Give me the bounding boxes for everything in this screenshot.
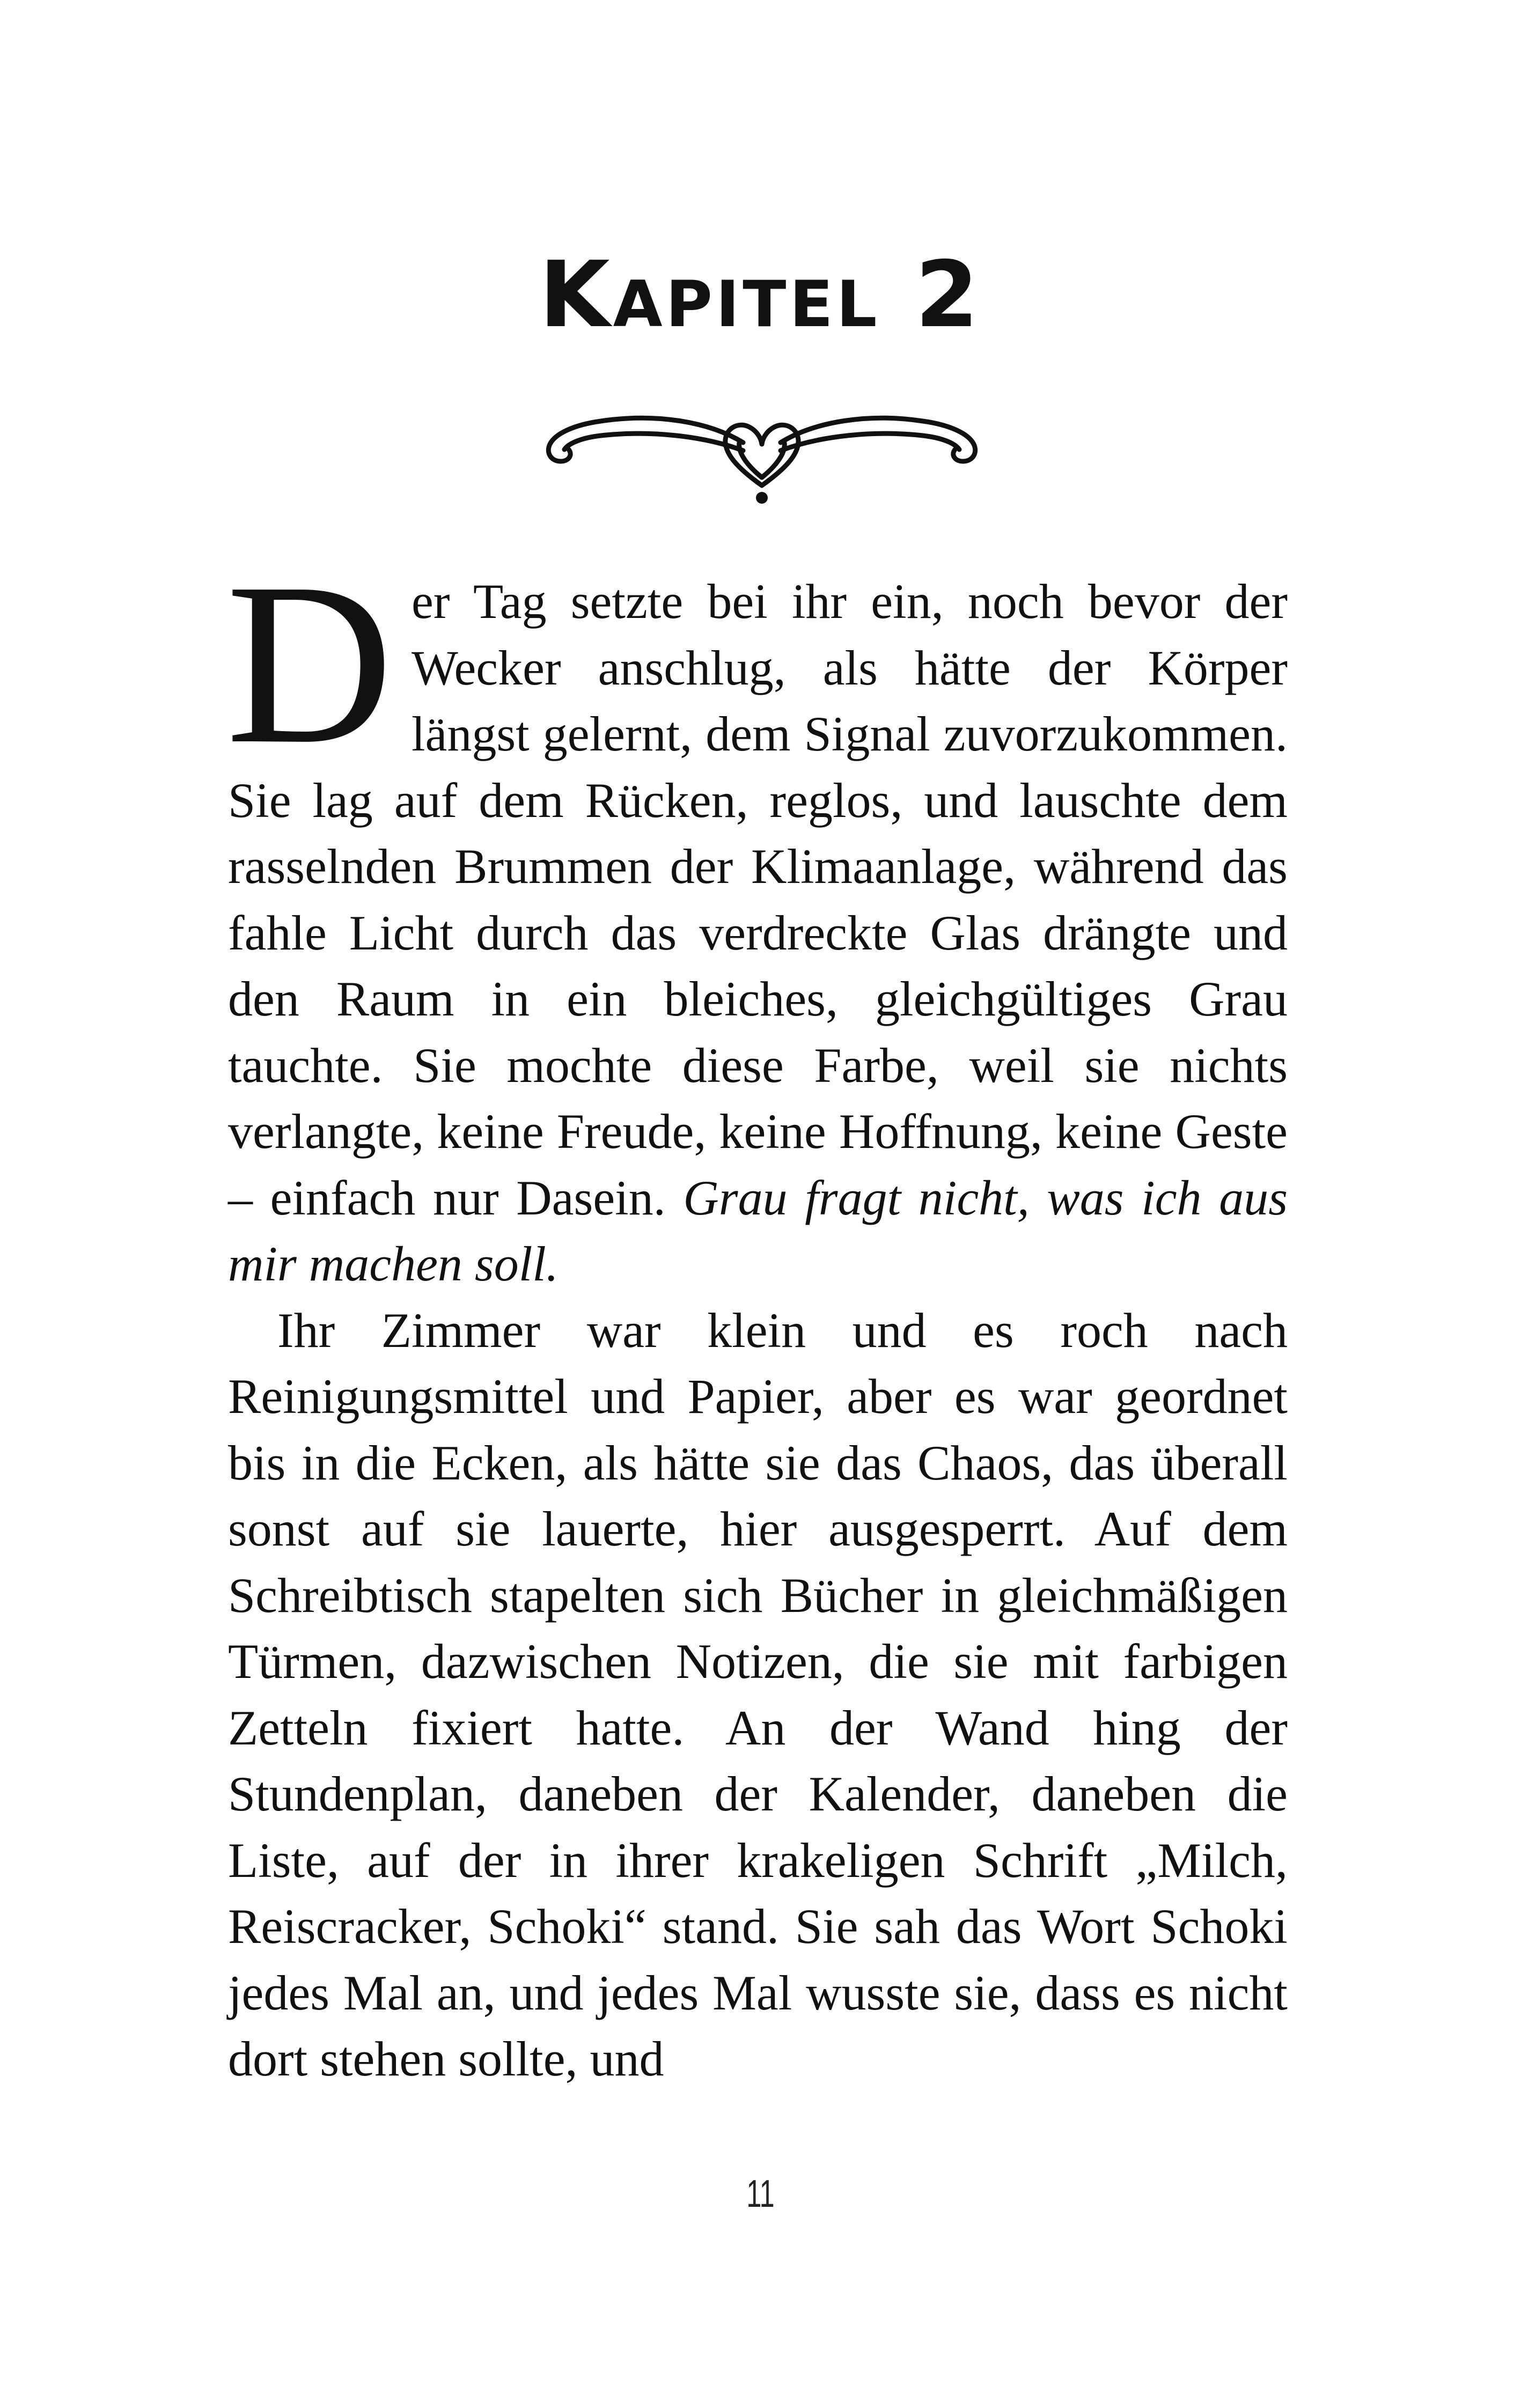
- paragraph-1-italic-thought: Grau fragt nicht, was ich aus mir machen soll.: [228, 1170, 1288, 1291]
- drop-cap: D: [226, 535, 393, 792]
- heart-flourish-icon: [531, 392, 993, 515]
- paragraph-2: Ihr Zimmer war klein und es roch nach Reinigungsmittel und Papier, aber es war geordnet bis in die Ecken, als hätte sie das Chaos, das überall sonst auf sie lauerte, hier ausgesperrt. Auf dem Schreibtisch stapelten sich Bücher in gleichmäßigen Türmen, dazwischen Notizen, die sie mit farbigen Zetteln fixiert hatte. An der Wand hing der Stundenplan, daneben der Kalender, daneben die Liste, auf der in ihrer krakeligen Schrift „Milch, Reiscracker, Schoki“ stand. Sie sah das Wort Schoki jedes Mal an, und jedes Mal wusste sie, dass es nicht dort stehen sollte, und: [228, 1302, 1288, 2086]
- page-number: 11: [746, 2173, 775, 2215]
- chapter-title: Kapitel 2: [539, 242, 982, 348]
- chapter-body: [226, 535, 1288, 2093]
- paragraph-1-text: er Tag setzte bei ihr ein, noch bevor der Wecker anschlug, als hätte der Körper längst gelernt, dem Signal zuvorzukommen. Sie lag auf dem Rücken, reglos, und lauschte dem rasselnden Brummen der Klimaanlage, während das fahle Licht durch das verdreckte Glas drängte und den Raum in ein bleiches, gleichgültiges Grau tauchte. Sie mochte diese Farbe, weil sie nichts verlangte, keine Freude, keine Hoffnung, keine Geste – einfach nur Dasein.: [228, 574, 1288, 1225]
- paragraph-1: [226, 535, 1288, 1298]
